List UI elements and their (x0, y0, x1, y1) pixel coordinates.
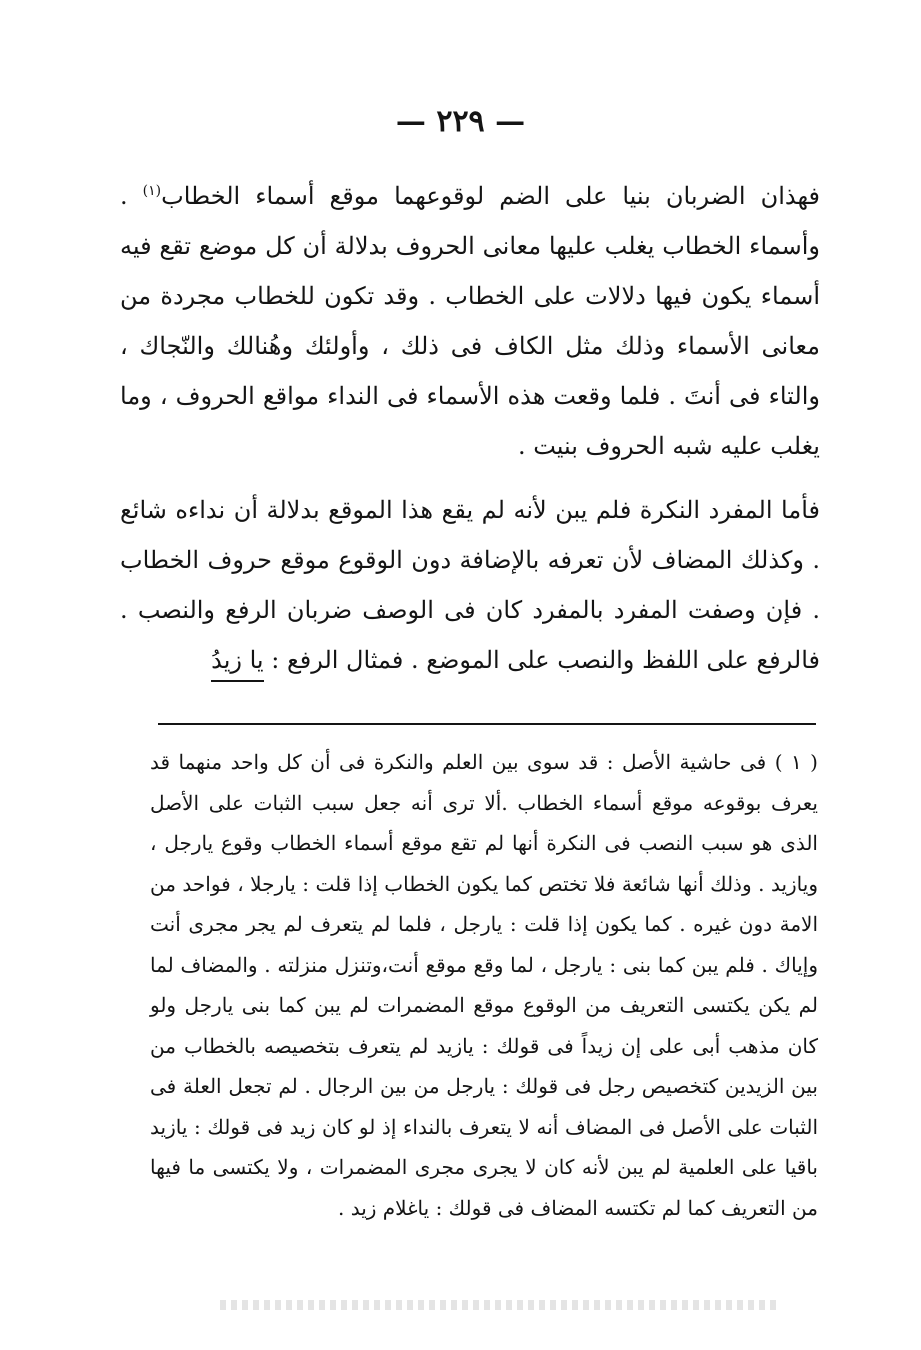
paragraph-1-after: . وأسماء الخطاب يغلب عليها معانى الحروف بدلالة أن كل موضع تقع فيه أسماء يكون فيها دلالات على الخطاب . وقد تكون للخطاب مجردة من معانى الأسماء وذلك مثل الكاف فى ذلك ، وأولئك وهُنالك والنّجاك ، والتاء فى أنتَ . فلما وقعت هذه الأسماء فى النداء مواقع الحروف ، وما يغلب عليه شبه الحروف بنيت . (120, 182, 820, 460)
footnote-section (150, 742, 818, 1228)
main-text (120, 166, 820, 685)
paragraph-1-before: فهذان الضربان بنيا على الضم لوقوعهما موقع أسماء الخطاب (161, 182, 820, 210)
footnote-separator (158, 723, 816, 725)
underlined-example: يا زيدُ (211, 646, 264, 682)
footnote-reference: (١) (142, 183, 162, 199)
page-number: — ٢٢٩ — (395, 104, 526, 139)
paragraph-2 (120, 485, 820, 685)
paragraph-1 (120, 166, 820, 471)
footnote-1: ( ١ ) فى حاشية الأصل : قد سوى بين العلم والنكرة فى أن كل واحد منهما قد يعرف بوقوعه موقع أسماء الخطاب .ألا ترى أنه جعل سبب الثبات على الأصل الذى هو سبب النصب فى النكرة أنها لم تقع موقع أسماء الخطاب وقوع يارجل ، ويازيد . وذلك أنها شائعة فلا تختص كما يكون الخطاب إذا قلت : يارجلا ، فواحد من الامة دون غيره . كما يكون إذا قلت : يارجل ، فلما لم يتعرف لم يجر مجرى أنت وإياك . فلم يبن كما بنى : يارجل ، لما وقع موقع أنت،وتنزل منزلته . والمضاف لما لم يكن يكتسى التعريف من الوقوع موقع المضمرات لم يبن كما بنى يارجل ولو كان مذهب أبى على إن زيداً فى قولك : يازيد لم يتعرف بتخصيصه بالخطاب من بين الزيدين كتخصيص رجل فى قولك : يارجل من بين الرجال . لم تجعل العلة فى الثبات على الأصل فى المضاف أنه لا يتعرف بالنداء إذ لو كان زيد فى قولك : يازيد باقيا على العلمية لم يبن لأنه كان لا يجرى مجرى المضمرات ، ولا يكتسى ما فيها من التعريف كما لم تكتسه المضاف فى قولك : ياغلام زيد . (150, 750, 818, 1220)
scan-artifact (220, 1300, 780, 1310)
paragraph-2-text: فأما المفرد النكرة فلم يبن لأنه لم يقع هذا الموقع بدلالة أن نداءه شائع . وكذلك المضاف لأن تعرفه بالإضافة دون الوقوع موقع حروف الخطاب . فإن وصفت المفرد بالمفرد كان فى الوصف ضربان الرفع والنصب . فالرفع على اللفظ والنصب على الموضع . فمثال الرفع : (120, 496, 820, 674)
